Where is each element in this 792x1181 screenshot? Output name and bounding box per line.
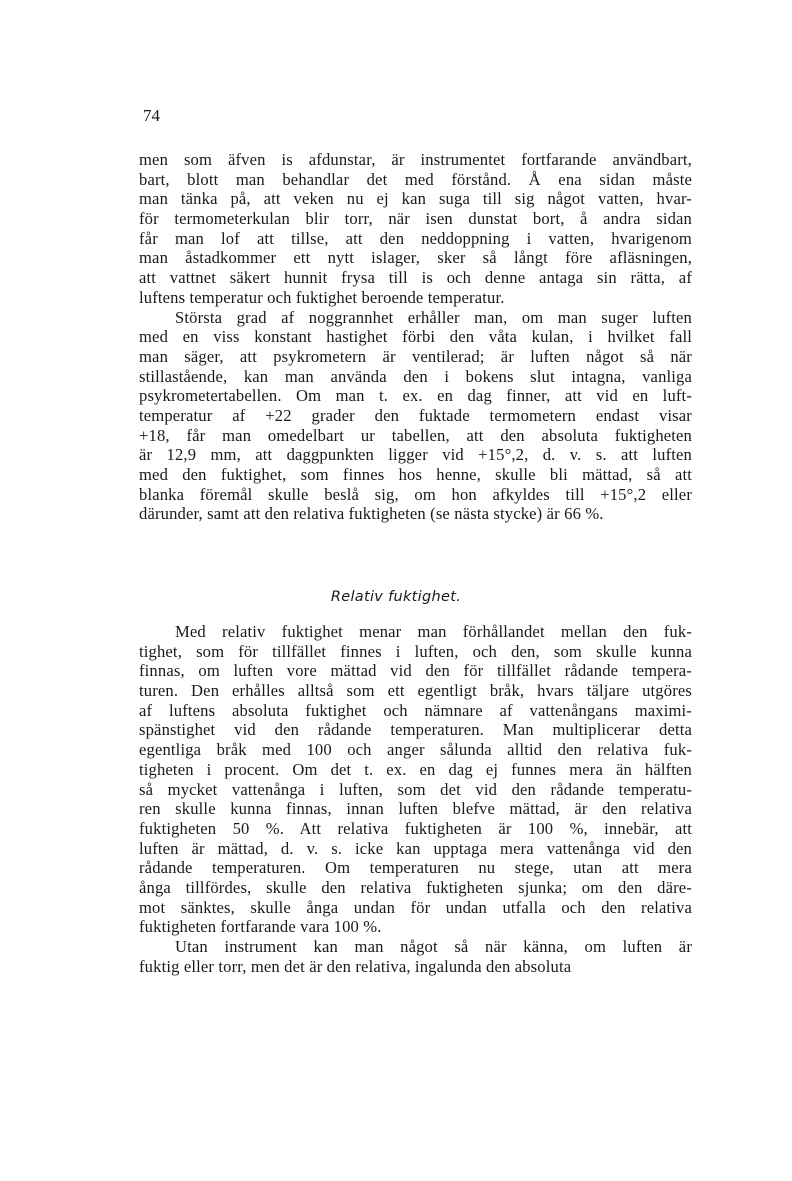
text-line: Med relativ fuktighet menar man förhållandet mellan den fuk-	[175, 622, 692, 641]
text-block-before-heading	[139, 150, 692, 524]
text-line: fuktigheten 50 %. Att relativa fuktigheten är 100 %, innebär, att	[139, 818, 692, 838]
text-line: man åstadkommer ett nytt islager, sker så långt före afläsningen,	[139, 248, 692, 268]
paragraph	[139, 308, 692, 525]
text-line: för termometerkulan blir torr, när isen dunstat bort, å andra sidan	[139, 209, 692, 229]
text-line: så mycket vattenånga i luften, som det vid den rådande temperatu-	[139, 779, 692, 799]
text-line: bart, blott man behandlar det med förstånd. Å ena sidan måste	[139, 169, 692, 189]
text-line: är 12,9 mm, att daggpunkten ligger vid +15°,2, d. v. s. att luften	[139, 445, 692, 465]
text-line: +18, får man omedelbart ur tabellen, att den absoluta fuktigheten	[139, 425, 692, 445]
text-line: därunder, samt att den relativa fuktigheten (se nästa stycke) är 66 %.	[139, 504, 604, 524]
text-line: fuktig eller torr, men det är den relativa, ingalunda den absoluta	[139, 956, 572, 976]
text-line: mot sänktes, skulle ånga undan för undan utfalla och den relativa	[139, 897, 692, 917]
text-line: psykrometertabellen. Om man t. ex. en dag finner, att vid en luft-	[139, 386, 692, 406]
text-line: att vattnet säkert hunnit frysa till is och denne antaga sin rätta, af	[139, 268, 692, 288]
paragraph	[139, 150, 692, 308]
text-line: spänstighet vid den rådande temperaturen. Man multiplicerar detta	[139, 720, 692, 740]
text-line: Utan instrument kan man något så när känna, om luften är	[175, 937, 692, 956]
text-line: får man lof att tillse, att den neddoppning i vatten, hvarigenom	[139, 228, 692, 248]
text-line: ren skulle kunna finnas, innan luften blefve mättad, är den relativa	[139, 799, 692, 819]
text-line: finnas, om luften vore mättad vid den för tillfället rådande tempera-	[139, 661, 692, 681]
text-line: fuktigheten fortfarande vara 100 %.	[139, 917, 382, 937]
text-line: man tänka på, att veken nu ej kan suga till sig något vatten, hvar-	[139, 189, 692, 209]
text-line: men som äfven is afdunstar, är instrumentet fortfarande användbart,	[139, 150, 692, 169]
text-line: af luftens absoluta fuktighet och nämnare af vattenångans maximi-	[139, 700, 692, 720]
text-line: stillastående, kan man använda den i bokens slut intagna, vanliga	[139, 366, 692, 386]
text-line: egentliga bråk med 100 och anger sålunda alltid den relativa fuk-	[139, 740, 692, 760]
text-line: luften är mättad, d. v. s. icke kan upptaga mera vattenånga vid den	[139, 838, 692, 858]
text-line: tigheten i procent. Om det t. ex. en dag ej funnes mera än hälften	[139, 759, 692, 779]
text-line: turen. Den erhålles alltså som ett egentligt bråk, hvars täljare utgöres	[139, 681, 692, 701]
text-line: Största grad af noggrannhet erhåller man, om man suger luften	[175, 307, 692, 327]
page-number: 74	[143, 106, 160, 125]
text-line: blanka föremål skulle beslå sig, om hon afkyldes till +15°,2 eller	[139, 484, 692, 504]
text-line: ånga tillfördes, skulle den relativa fuktigheten sjunka; om den däre-	[139, 877, 692, 897]
text-line: man säger, att psykrometern är ventilerad; är luften något så när	[139, 346, 692, 366]
text-line: temperatur af +22 grader den fuktade termometern endast visar	[139, 405, 692, 425]
text-line: luftens temperatur och fuktighet beroende temperatur.	[139, 287, 505, 307]
paragraph	[139, 622, 692, 937]
text-line: tighet, som för tillfället finnes i luften, och den, som skulle kunna	[139, 641, 692, 661]
text-block-after-heading	[139, 622, 692, 976]
paragraph	[139, 937, 692, 976]
text-line: med en viss konstant hastighet förbi den våta kulan, i hvilket fall	[139, 327, 692, 347]
text-line: med den fuktighet, som finnes hos henne, skulle bli mättad, så att	[139, 465, 692, 484]
text-line: rådande temperaturen. Om temperaturen nu stege, utan att mera	[139, 858, 692, 878]
section-heading: Relativ fuktighet.	[330, 589, 462, 605]
